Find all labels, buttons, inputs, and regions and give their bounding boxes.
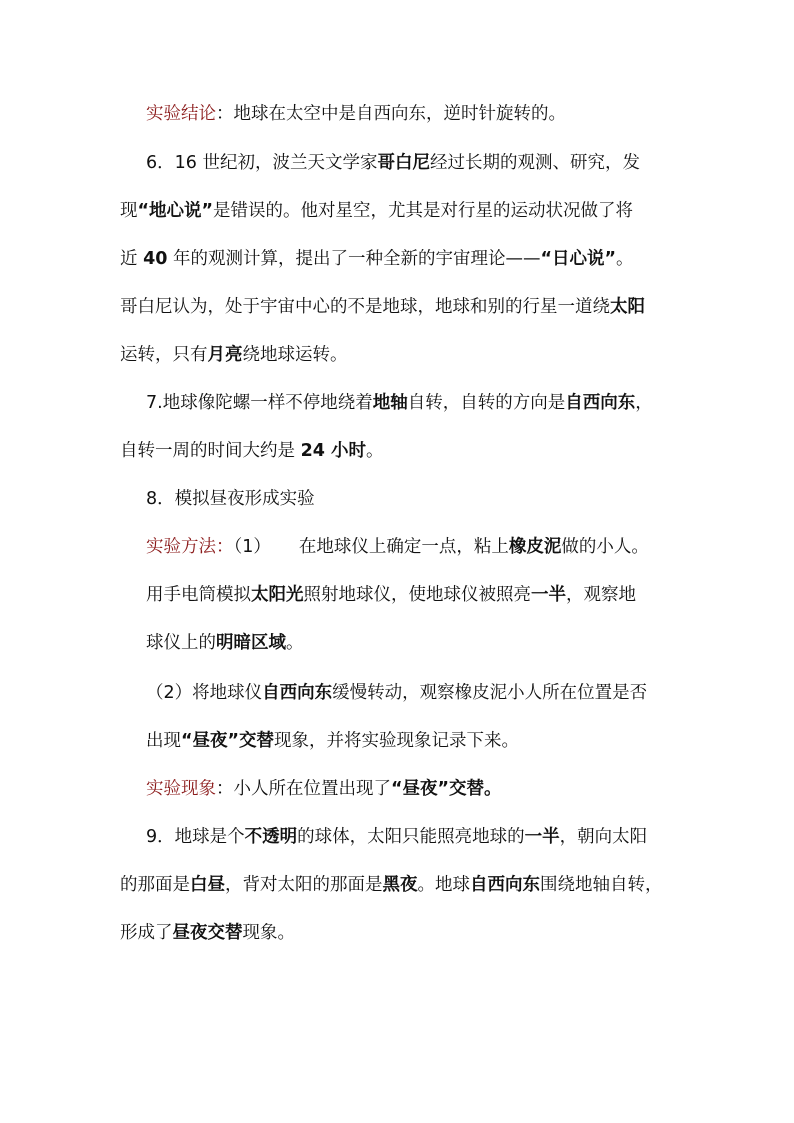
text-segment: （2）将地球仪 — [146, 683, 263, 703]
text-segment: 的球体，太阳只能照亮地球的 — [297, 827, 525, 847]
keyword-day-night-alternate: “昼夜”交替。 — [391, 779, 502, 799]
keyword-geocentric: “地心说” — [137, 201, 214, 221]
paragraph-7-line-2 — [120, 438, 384, 464]
keyword-opaque: 不透明 — [244, 827, 298, 847]
paragraph-9-line-2 — [120, 872, 663, 898]
keyword-sunlight: 太阳光 — [251, 585, 304, 605]
text-segment: 出现 — [146, 731, 181, 751]
text-segment: 。 — [286, 633, 304, 653]
paragraph-9-line-3 — [120, 920, 295, 946]
paragraph-6-line-3 — [120, 246, 634, 272]
paragraph-method-line-2 — [146, 582, 636, 608]
text-segment: ：小人所在位置出现了 — [216, 779, 391, 799]
text-segment: 。地球 — [417, 875, 470, 895]
keyword-night: 黑夜 — [382, 875, 418, 895]
text-segment: （1） — [233, 537, 271, 557]
paragraph-conclusion-line — [146, 101, 566, 127]
text-segment: 哥白尼认为，处于宇宙中心的不是地球，地球和别的行星一道绕 — [120, 297, 610, 317]
text-segment: ， — [635, 393, 653, 413]
keyword-west-to-east: 自西向东 — [565, 393, 636, 413]
text-segment: 现象，并将实验现象记录下来。 — [274, 731, 520, 751]
text-segment: 绕地球运转。 — [242, 345, 348, 365]
keyword-24-hours: 24 小时 — [300, 441, 367, 461]
text-segment: ，背对太阳的那面是 — [225, 875, 383, 895]
keyword-earth-axis: 地轴 — [372, 393, 408, 413]
paragraph-phenomenon-line — [146, 776, 502, 802]
text-segment: ：地球在太空中是自西向东，逆时针旋转的。 — [216, 104, 566, 124]
label-conclusion: 实验结论 — [146, 104, 216, 124]
keyword-heliocentric: “日心说” — [540, 249, 617, 269]
keyword-day-night-alternate: “昼夜”交替 — [181, 731, 275, 751]
text-segment: 在地球仪上确定一点，粘上 — [298, 537, 509, 557]
text-segment: 8．模拟昼夜形成实验 — [146, 489, 315, 509]
keyword-copernicus: 哥白尼 — [377, 153, 430, 173]
text-segment: 年的观测计算，提出了一种全新的宇宙理论—— — [167, 249, 541, 269]
paragraph-6-line-2 — [120, 198, 633, 224]
text-segment: 缓慢转动，观察橡皮泥小人所在位置是否 — [332, 683, 648, 703]
text-segment: 现象。 — [242, 923, 295, 943]
text-segment: 现 — [120, 201, 138, 221]
text-segment: 照射地球仪，使地球仪被照亮 — [303, 585, 531, 605]
text-segment: 。 — [366, 441, 384, 461]
text-segment: ，观察地 — [566, 585, 636, 605]
text-segment: 球仪上的 — [146, 633, 216, 653]
keyword-west-to-east: 自西向东 — [470, 875, 540, 895]
keyword-half: 一半 — [524, 827, 560, 847]
paragraph-6-line-5 — [120, 342, 348, 368]
text-segment: 围绕地轴自转， — [540, 875, 663, 895]
text-segment: 。 — [616, 249, 634, 269]
keyword-40: 40 — [143, 249, 168, 269]
keyword-day-night-alternation: 昼夜交替 — [172, 923, 243, 943]
paragraph-7-line-1 — [146, 390, 653, 416]
label-method: 实验方法： — [146, 537, 234, 557]
paragraph-6-line-4 — [120, 294, 645, 320]
text-segment: 是错误的。他对星空，尤其是对行星的运动状况做了将 — [213, 201, 634, 221]
paragraph-9-line-1 — [146, 824, 647, 850]
text-segment: 形成了 — [120, 923, 173, 943]
paragraph-method-line-1 — [146, 534, 649, 560]
text-segment: 7.地球像陀螺一样不停地绕着 — [146, 393, 373, 413]
keyword-sun: 太阳 — [610, 297, 645, 317]
text-segment: 自转一周的时间大约是 — [120, 441, 301, 461]
text-segment: 6．16 世纪初，波兰天文学家 — [146, 153, 378, 173]
text-segment: ，朝向太阳 — [559, 827, 648, 847]
text-segment: 运转，只有 — [120, 345, 208, 365]
keyword-moon: 月亮 — [207, 345, 243, 365]
keyword-daytime: 白昼 — [190, 875, 225, 895]
text-segment: 的那面是 — [120, 875, 190, 895]
keyword-west-to-east: 自西向东 — [262, 683, 333, 703]
keyword-half: 一半 — [531, 585, 566, 605]
text-segment: 自转，自转的方向是 — [407, 393, 566, 413]
text-segment: 近 — [120, 249, 144, 269]
paragraph-method-line-3 — [146, 630, 304, 656]
paragraph-method-line-4 — [146, 680, 647, 706]
paragraph-8-heading — [146, 486, 315, 512]
keyword-plasticine: 橡皮泥 — [508, 537, 562, 557]
text-segment: 用手电筒模拟 — [146, 585, 251, 605]
text-segment: 9．地球是个 — [146, 827, 245, 847]
paragraph-method-line-5 — [146, 728, 519, 754]
text-segment: 做的小人。 — [561, 537, 649, 557]
label-phenomenon: 实验现象 — [146, 779, 216, 799]
keyword-light-dark-area: 明暗区域 — [216, 633, 286, 653]
text-segment: 经过长期的观测、研究，发 — [429, 153, 640, 173]
paragraph-6-line-1 — [146, 150, 640, 176]
